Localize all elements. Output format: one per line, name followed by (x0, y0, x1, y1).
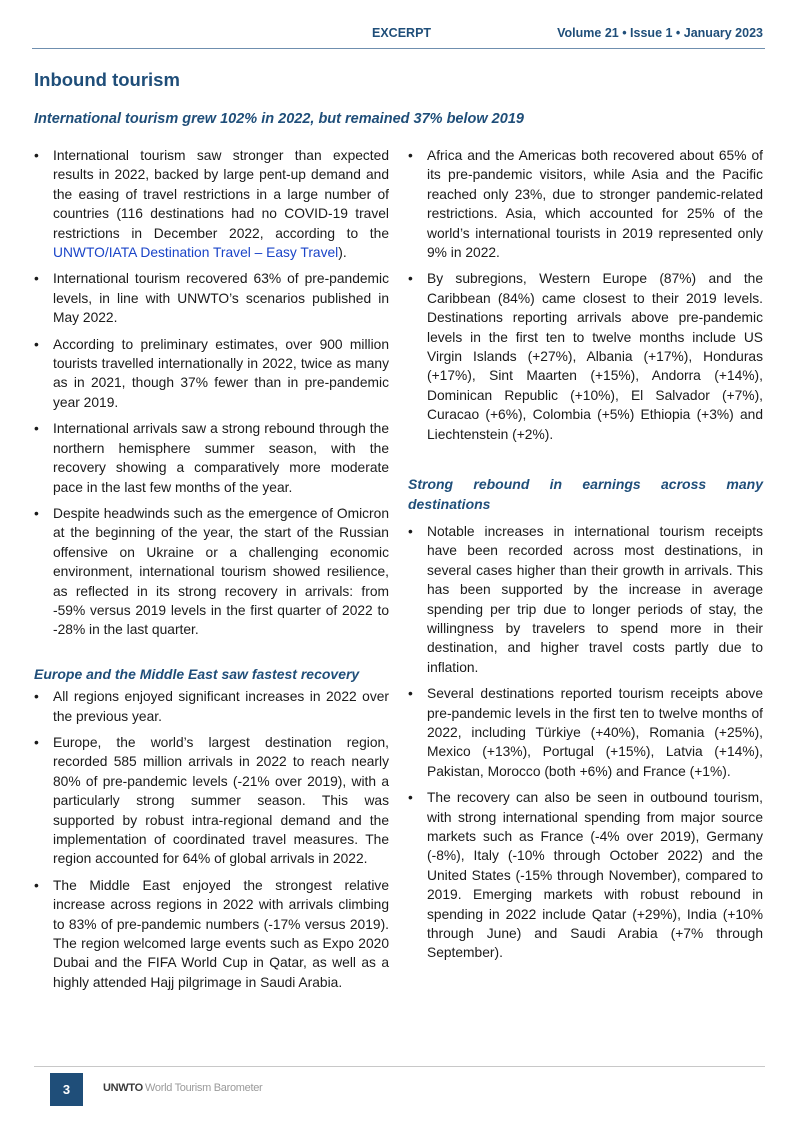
bullet-icon: • (408, 271, 413, 287)
bullet-icon: • (34, 336, 39, 352)
list-item (408, 788, 763, 963)
footer-divider (34, 1066, 765, 1067)
bullet-icon: • (34, 271, 39, 287)
section-heading-europe: Europe and the Middle East saw fastest recovery (34, 665, 360, 682)
left-column (34, 146, 389, 999)
header-divider (32, 48, 765, 49)
bullet-text: All regions enjoyed significant increases in 2022 over the previous year. (53, 689, 389, 724)
bullet-icon: • (34, 505, 39, 521)
list-item (408, 269, 763, 444)
bullet-text: Notable increases in international tourism receipts have been recorded across most destinations, in several cases higher than their growth in arrivals. This has been supported by the increase in average spending per trip due to longer periods of stay, the willingness by travelers to spend more in their destination, and higher travel costs partly due to inflation. (427, 523, 763, 675)
list-item (408, 522, 763, 677)
bullet-list-intro (34, 146, 389, 640)
footer-org-logo: UNWTO (103, 1082, 143, 1094)
bullet-icon: • (408, 523, 413, 539)
list-item (34, 269, 389, 327)
bullet-list-earnings (408, 522, 763, 963)
bullet-text: International arrivals saw a strong rebound through the northern hemisphere summer season, with the recovery showing a comparatively more moderate pace in the last few months of the year. (53, 421, 389, 495)
bullet-text-tail: ). (338, 245, 347, 261)
bullet-icon: • (34, 421, 39, 437)
bullet-text: The recovery can also be seen in outbound tourism, with strong international spending from major source markets such as France (-4% over 2019), Germany (-8%), Italy (-10% through October 2022) and the United States (-15% through November), compared to 2019. Emerging markets with robust rebound in spending in 2022 include Qatar (+29%), India (+10% through June) and Saudi Arabia (+7% through September). (427, 790, 763, 961)
list-item (408, 146, 763, 262)
bullet-icon: • (34, 877, 39, 893)
list-item (408, 684, 763, 781)
bullet-text: Several destinations reported tourism receipts above pre-pandemic levels in the first ten to twelve months of 2022, including Türkiye (+40%), Romania (+25%), Mexico (+13%), Portugal (+15%), Latvia (+14%), Pakistan, Morocco (both +6%) and France (+1%). (427, 686, 763, 779)
list-item (34, 733, 389, 869)
list-item (34, 687, 389, 726)
bullet-text: According to preliminary estimates, over 900 million tourists travelled internationally in 2022, twice as many as in 2021, though 37% fewer than in pre-pandemic year 2019. (53, 336, 389, 410)
bullet-text: International tourism recovered 63% of pre-pandemic levels, in line with UNWTO’s scenarios published in May 2022. (53, 271, 389, 326)
bullet-icon: • (408, 686, 413, 702)
page-subtitle: International tourism grew 102% in 2022, but remained 37% below 2019 (34, 111, 524, 127)
section-heading-earnings: Strong rebound in earnings across many destinations (408, 476, 763, 512)
bullet-icon: • (408, 790, 413, 806)
list-item (34, 504, 389, 640)
bullet-text: Europe, the world’s largest destination region, recorded 585 million arrivals in 2022 to reach nearly 80% of pre-pandemic levels (-21% over 2019), with a particularly strong summer season. This was supported by robust intra-regional demand and the implementation of coordinated travel measures. The region accounted for 64% of global arrivals in 2022. (53, 734, 389, 867)
bullet-text: International tourism saw stronger than expected results in 2022, backed by large pent-up demand and the easing of travel restrictions in a large number of countries (116 destinations had no COVID-19 travel restrictions in December 2022, according to the (53, 148, 389, 241)
bullet-text: Despite headwinds such as the emergence of Omicron at the beginning of the year, the start of the Russian offensive on Ukraine or a challenging economic environment, international tourism showed resilience, as reflected in its strong recovery in arrivals: from -59% versus 2019 levels in the first quarter of 2022 to -28% in the last quarter. (53, 505, 389, 638)
header-excerpt-label: EXCERPT (372, 26, 432, 40)
list-item (34, 419, 389, 497)
destination-travel-link[interactable]: UNWTO/IATA Destination Travel – Easy Travel (53, 245, 339, 261)
list-item (34, 335, 389, 413)
bullet-text: Africa and the Americas both recovered about 65% of its pre-pandemic visitors, while Asia and the Pacific reached only 23%, due to stronger pandemic-related restrictions. Asia, which accounted for 25% of the world’s international tourists in 2019 represented only 9% in 2022. (427, 148, 763, 261)
bullet-text: By subregions, Western Europe (87%) and the Caribbean (84%) came closest to their 2019 levels. Destinations reporting arrivals above pre-pandemic levels in the first ten to twelve months include US Virgin Islands (+27%), Albania (+17%), Honduras (+17%), Sint Maarten (+15%), Andorra (+14%), Dominican Republic (+10%), El Salvador (+7%), Curacao (+6%), Colombia (+5%) Ethiopia (+3%) and Liechtenstein (+2%). (427, 271, 763, 442)
bullet-icon: • (34, 148, 39, 163)
list-item (34, 146, 389, 262)
header-volume-info: Volume 21 • Issue 1 • January 2023 (557, 26, 763, 40)
footer-publication-name: World Tourism Barometer (145, 1082, 263, 1094)
bullet-icon: • (408, 148, 413, 163)
list-item (34, 876, 389, 992)
bullet-icon: • (34, 689, 39, 705)
bullet-icon: • (34, 734, 39, 750)
bullet-list-europe (34, 687, 389, 992)
right-column (408, 146, 763, 970)
bullet-list-regions (408, 146, 763, 444)
page-number-badge: 3 (50, 1073, 83, 1106)
page-title: Inbound tourism (34, 69, 180, 90)
bullet-text: The Middle East enjoyed the strongest relative increase across regions in 2022 with arrivals climbing to 83% of pre-pandemic numbers (-17% versus 2019). The region welcomed large events such as Expo 2020 Dubai and the FIFA World Cup in Qatar, as well as a highly attended Hajj pilgrimage in Saudi Arabia. (53, 877, 389, 990)
